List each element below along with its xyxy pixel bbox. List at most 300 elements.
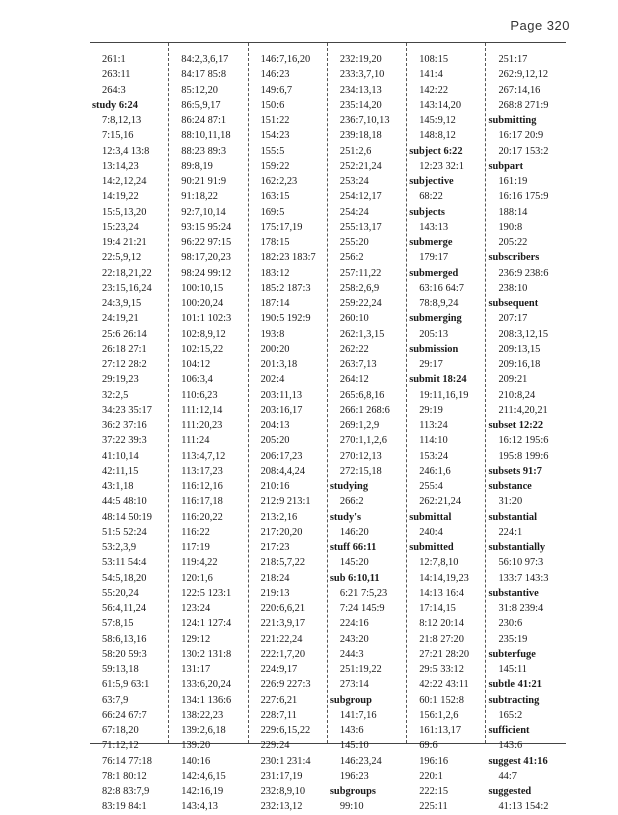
index-reference: 56:4,11,24 <box>102 603 147 614</box>
index-term: subgroups <box>329 786 376 797</box>
index-reference: 240:4 <box>419 526 443 538</box>
index-reference: 27:12 28:2 <box>102 359 147 370</box>
index-reference: 141:7,16 <box>339 709 377 721</box>
index-reference: 138:22,23 <box>181 709 224 721</box>
index-reference: 89:8,19 <box>181 160 213 172</box>
index-reference: 262:22 <box>339 343 369 355</box>
index-reference: 116:22 <box>181 526 210 538</box>
index-reference: 161:19 <box>498 176 528 187</box>
index-reference: 119:4,22 <box>181 557 218 569</box>
index-reference: 7:24 145:9 <box>339 603 385 614</box>
index-term: suggest 41:16 <box>488 755 548 767</box>
index-reference: 203:16,17 <box>260 404 303 416</box>
index-reference: 238:10 <box>498 282 528 294</box>
index-reference: 54:5,18,20 <box>102 572 147 584</box>
index-reference: 41:13 154:2 <box>498 801 549 813</box>
index-column-6 <box>486 43 565 813</box>
index-reference: 16:12 195:6 <box>498 435 549 447</box>
index-term: submittal <box>409 511 452 523</box>
index-reference: 212:9 213:1 <box>260 496 311 508</box>
index-reference: 111:24 <box>181 435 210 447</box>
index-reference: 165:2 <box>498 709 523 721</box>
index-reference: 232:8,9,10 <box>260 786 306 797</box>
index-reference: 104:12 <box>181 359 211 370</box>
index-reference: 254:12,17 <box>339 191 382 203</box>
index-reference: 235:19 <box>498 633 528 645</box>
index-reference: 15:23,24 <box>102 221 139 233</box>
index-reference: 209:13,15 <box>498 343 541 355</box>
index-reference: 69:6 <box>419 740 438 752</box>
index-reference: 200:20 <box>260 343 290 355</box>
index-reference: 145:9,12 <box>419 115 456 126</box>
index-reference: 156:1,2,6 <box>419 709 459 721</box>
index-reference: 129:12 <box>181 633 211 645</box>
index-reference: 56:10 97:3 <box>498 557 544 569</box>
index-term: study's <box>329 511 362 523</box>
index-reference: 264:12 <box>339 374 369 386</box>
index-term: study 6:24 <box>92 99 138 111</box>
index-reference: 58:6,13,16 <box>102 633 147 645</box>
index-reference: 254:24 <box>339 206 369 218</box>
index-reference: 225:11 <box>419 801 448 813</box>
index-term: submitting <box>488 115 537 126</box>
index-reference: 252:21,24 <box>339 160 382 172</box>
index-reference: 260:10 <box>339 313 369 325</box>
index-reference: 146:23 <box>260 69 290 81</box>
index-reference: 179:17 <box>419 252 449 264</box>
index-reference: 43:1,18 <box>102 481 134 492</box>
index-reference: 55:20,24 <box>102 587 139 599</box>
index-reference: 256:2 <box>339 252 364 264</box>
index-reference: 217:23 <box>260 542 290 553</box>
index-reference: 205:22 <box>498 237 528 248</box>
index-reference: 34:23 35:17 <box>102 404 152 416</box>
index-reference: 42:11,15 <box>102 465 139 477</box>
index-reference: 22:5,9,12 <box>102 252 142 264</box>
index-term: substance <box>488 481 532 492</box>
index-term: subsets 91:7 <box>488 465 542 477</box>
index-reference: 190:8 <box>498 221 523 233</box>
index-reference: 264:3 <box>102 84 126 96</box>
index-reference: 266:1 268:6 <box>339 404 390 416</box>
index-term: substantive <box>488 587 539 599</box>
index-reference: 29:19 <box>419 404 443 416</box>
index-term: subtle 41:21 <box>488 679 542 691</box>
index-reference: 209:16,18 <box>498 359 541 370</box>
index-reference: 66:24 67:7 <box>102 709 147 721</box>
index-reference: 20:17 153:2 <box>498 145 549 157</box>
index-reference: 134:1 136:6 <box>181 694 232 706</box>
index-reference: 227:6,21 <box>260 694 298 706</box>
index-reference: 228:7,11 <box>260 709 297 721</box>
index-reference: 219:13 <box>260 587 290 599</box>
index-reference: 145:20 <box>339 557 369 569</box>
index-term: subgroup <box>329 694 372 706</box>
index-reference: 19:11,16,19 <box>419 389 469 401</box>
index-reference: 175:17,19 <box>260 221 303 233</box>
index-reference: 122:5 123:1 <box>181 587 232 599</box>
index-term: subsequent <box>488 298 539 309</box>
index-term: suggested <box>488 786 532 797</box>
index-reference: 51:5 52:24 <box>102 526 147 538</box>
index-reference: 145:10 <box>339 740 369 752</box>
index-reference: 12:23 32:1 <box>419 160 464 172</box>
index-reference: 222:1,7,20 <box>260 648 306 660</box>
index-reference: 113:24 <box>419 420 448 431</box>
index-reference: 142:22 <box>419 84 449 96</box>
index-reference: 232:19,20 <box>339 54 382 65</box>
index-reference: 150:6 <box>260 99 285 111</box>
index-term: subjective <box>409 176 454 187</box>
index-reference: 142:4,6,15 <box>181 770 226 782</box>
index-reference: 59:13,18 <box>102 664 139 675</box>
index-reference: 61:5,9 63:1 <box>102 679 150 691</box>
index-reference: 120:1,6 <box>181 572 213 584</box>
index-reference: 92:7,10,14 <box>181 206 226 218</box>
index-reference: 218:5,7,22 <box>260 557 306 569</box>
index-reference: 85:12,20 <box>181 84 218 96</box>
index-term: sufficient <box>488 725 530 736</box>
index-term: substantially <box>488 542 546 553</box>
index-reference: 78:8,9,24 <box>419 298 459 309</box>
index-term: subset 12:22 <box>488 420 544 431</box>
index-reference: 76:14 77:18 <box>102 755 152 767</box>
index-reference: 143:13 <box>419 221 449 233</box>
index-reference: 108:15 <box>419 54 449 65</box>
index-reference: 204:13 <box>260 420 290 431</box>
index-reference: 185:2 187:3 <box>260 282 311 294</box>
index-reference: 42:22 43:11 <box>419 679 469 691</box>
index-reference: 207:17 <box>498 313 528 325</box>
index-term: subject 6:22 <box>409 145 463 157</box>
index-reference: 12:3,4 13:8 <box>102 145 150 157</box>
index-reference: 101:1 102:3 <box>181 313 232 325</box>
index-reference: 255:4 <box>419 481 443 492</box>
index-term: stuff 66:11 <box>329 542 377 553</box>
index-reference: 268:8 271:9 <box>498 99 549 111</box>
index-reference: 262:9,12,12 <box>498 69 549 81</box>
index-reference: 124:1 127:4 <box>181 618 232 630</box>
index-reference: 146:23,24 <box>339 755 382 767</box>
index-reference: 32:2,5 <box>102 389 129 401</box>
index-reference: 102:15,22 <box>181 343 224 355</box>
index-reference: 19:4 21:21 <box>102 237 147 248</box>
index-column-4 <box>328 43 407 813</box>
index-term: studying <box>329 481 369 492</box>
index-reference: 224:9,17 <box>260 664 298 675</box>
index-reference: 91:18,22 <box>181 191 218 203</box>
index-reference: 67:18,20 <box>102 725 139 736</box>
index-reference: 267:14,16 <box>498 84 541 96</box>
index-reference: 130:2 131:8 <box>181 648 232 660</box>
index-reference: 258:2,6,9 <box>339 282 380 294</box>
index-reference: 206:17,23 <box>260 450 303 462</box>
index-reference: 169:5 <box>260 206 285 218</box>
index-reference: 273:14 <box>339 679 369 691</box>
index-term: submerge <box>409 237 453 248</box>
index-reference: 145:11 <box>498 664 527 675</box>
index-reference: 251:2,6 <box>339 145 372 157</box>
index-reference: 116:12,16 <box>181 481 223 492</box>
index-reference: 251:19,22 <box>339 664 382 675</box>
index-term: subtracting <box>488 694 540 706</box>
index-reference: 83:19 84:1 <box>102 801 147 813</box>
index-reference: 12:7,8,10 <box>419 557 459 569</box>
index-reference: 143:6 <box>339 725 364 736</box>
index-reference: 270:1,1,2,6 <box>339 435 387 447</box>
index-term: subpart <box>488 160 524 172</box>
index-reference: 113:4,7,12 <box>181 450 226 462</box>
index-reference: 98:17,20,23 <box>181 252 231 264</box>
index-reference: 117:19 <box>181 542 210 553</box>
index-reference: 182:23 183:7 <box>260 252 316 264</box>
page-number-label: Page 320 <box>510 18 570 33</box>
index-reference: 139:2,6,18 <box>181 725 226 736</box>
index-reference: 159:22 <box>260 160 290 172</box>
index-reference: 116:20,22 <box>181 511 223 523</box>
index-reference: 201:3,18 <box>260 359 298 370</box>
index-reference: 213:2,16 <box>260 511 298 523</box>
index-reference: 188:14 <box>498 206 528 218</box>
index-reference: 220:6,6,21 <box>260 603 306 614</box>
index-reference: 161:13,17 <box>419 725 462 736</box>
index-reference: 211:4,20,21 <box>498 404 548 416</box>
index-reference: 116:17,18 <box>181 496 223 508</box>
index-reference: 259:22,24 <box>339 298 382 309</box>
index-reference: 68:22 <box>419 191 443 203</box>
index-reference: 63:16 64:7 <box>419 282 464 294</box>
index-reference: 232:13,12 <box>260 801 303 813</box>
index-reference: 236:7,10,13 <box>339 115 390 126</box>
index-reference: 23:15,16,24 <box>102 282 152 294</box>
index-reference: 226:9 227:3 <box>260 679 311 691</box>
index-reference: 53:2,3,9 <box>102 542 137 553</box>
index-reference: 111:20,23 <box>181 420 223 431</box>
index-reference: 251:17 <box>498 54 528 65</box>
index-reference: 143:14,20 <box>419 99 462 111</box>
index-reference: 26:18 27:1 <box>102 343 147 355</box>
index-reference: 246:1,6 <box>419 465 451 477</box>
index-reference: 244:3 <box>339 648 364 660</box>
index-reference: 262:1,3,15 <box>339 328 385 340</box>
index-term: subterfuge <box>488 648 536 660</box>
index-reference: 93:15 95:24 <box>181 221 232 233</box>
index-reference: 110:6,23 <box>181 389 218 401</box>
index-reference: 86:24 87:1 <box>181 115 227 126</box>
index-reference: 44:7 <box>498 770 517 782</box>
index-reference: 265:6,8,16 <box>339 389 385 401</box>
index-reference: 133:6,20,24 <box>181 679 231 691</box>
index-reference: 209:21 <box>498 374 528 386</box>
index-reference: 148:8,12 <box>419 130 456 142</box>
index-reference: 230:6 <box>498 618 523 630</box>
index-reference: 255:13,17 <box>339 221 382 233</box>
index-reference: 44:5 48:10 <box>102 496 147 508</box>
index-reference: 8:12 20:14 <box>419 618 464 630</box>
index-reference: 224:1 <box>498 526 523 538</box>
index-reference: 234:13,13 <box>339 84 382 96</box>
index-reference: 29:19,23 <box>102 374 139 386</box>
index-reference: 266:2 <box>339 496 364 508</box>
index-reference: 16:17 20:9 <box>498 130 544 142</box>
index-reference: 113:17,23 <box>181 465 223 477</box>
index-reference: 149:6,7 <box>260 84 293 96</box>
index-reference: 14:2,12,24 <box>102 176 147 187</box>
index-reference: 196:23 <box>339 770 369 782</box>
index-reference: 100:10,15 <box>181 282 224 294</box>
index-reference: 221:22,24 <box>260 633 303 645</box>
index-reference: 78:1 80:12 <box>102 770 147 782</box>
index-reference: 82:8 83:7,9 <box>102 786 150 797</box>
index-reference: 218:24 <box>260 572 290 584</box>
index-reference: 261:1 <box>102 54 126 65</box>
index-reference: 58:20 59:3 <box>102 648 147 660</box>
index-reference: 221:3,9,17 <box>260 618 306 630</box>
index-reference: 29:5 33:12 <box>419 664 464 675</box>
index-reference: 222:15 <box>419 786 449 797</box>
index-reference: 155:5 <box>260 145 285 157</box>
index-reference: 146:20 <box>339 526 369 538</box>
index-reference: 41:10,14 <box>102 450 139 462</box>
index-term: substantial <box>488 511 537 523</box>
index-reference: 263:11 <box>102 69 131 81</box>
index-reference: 208:3,12,15 <box>498 328 549 340</box>
index-reference: 16:16 175:9 <box>498 191 549 203</box>
index-reference: 143:6 <box>498 740 523 752</box>
index-reference: 133:7 143:3 <box>498 572 549 584</box>
index-reference: 53:11 54:4 <box>102 557 147 569</box>
index-reference: 14:19,22 <box>102 191 139 203</box>
index-reference: 269:1,2,9 <box>339 420 380 431</box>
index-reference: 71:12,12 <box>102 740 139 752</box>
index-term: subjects <box>409 206 445 218</box>
index-reference: 24:19,21 <box>102 313 139 325</box>
index-reference: 7:8,12,13 <box>102 115 142 126</box>
index-reference: 139:20 <box>181 740 211 752</box>
index-column-1 <box>90 43 169 813</box>
index-reference: 162:2,23 <box>260 176 298 187</box>
index-term: submerging <box>409 313 462 325</box>
index-reference: 57:8,15 <box>102 618 134 630</box>
index-reference: 224:16 <box>339 618 369 630</box>
index-reference: 205:13 <box>419 328 449 340</box>
index-reference: 163:15 <box>260 191 290 203</box>
index-reference: 146:7,16,20 <box>260 54 311 65</box>
index-reference: 262:21,24 <box>419 496 462 508</box>
index-reference: 141:4 <box>419 69 443 81</box>
index-reference: 123:24 <box>181 603 211 614</box>
index-term: subscribers <box>488 252 540 264</box>
index-reference: 102:8,9,12 <box>181 328 226 340</box>
index-reference: 210:16 <box>260 481 290 492</box>
index-reference: 84:17 85:8 <box>181 69 227 81</box>
index-reference: 21:8 27:20 <box>419 633 464 645</box>
index-reference: 99:10 <box>339 801 364 813</box>
index-reference: 231:17,19 <box>260 770 303 782</box>
index-reference: 208:4,4,24 <box>260 465 306 477</box>
index-reference: 255:20 <box>339 237 369 248</box>
index-reference: 96:22 97:15 <box>181 237 232 248</box>
index-reference: 193:8 <box>260 328 285 340</box>
index-reference: 36:2 37:16 <box>102 420 147 431</box>
index-reference: 22:18,21,22 <box>102 267 152 279</box>
index-reference: 29:17 <box>419 359 443 370</box>
index-reference: 88:23 89:3 <box>181 145 227 157</box>
index-reference: 106:3,4 <box>181 374 213 386</box>
index-reference: 100:20,24 <box>181 298 224 309</box>
index-reference: 31:20 <box>498 496 523 508</box>
index-reference: 143:4,13 <box>181 801 218 813</box>
index-reference: 88:10,11,18 <box>181 130 231 142</box>
index-reference: 229:6,15,22 <box>260 725 311 736</box>
index-term: submission <box>409 343 459 355</box>
index-reference: 48:14 50:19 <box>102 511 152 523</box>
index-term: submitted <box>409 542 454 553</box>
index-reference: 14:14,19,23 <box>419 572 469 584</box>
index-reference: 229:24 <box>260 740 290 752</box>
index-column-2 <box>169 43 248 813</box>
index-reference: 25:6 26:14 <box>102 328 147 340</box>
index-reference: 114:10 <box>419 435 448 447</box>
word-index-table <box>90 42 566 813</box>
index-reference: 63:7,9 <box>102 694 129 706</box>
index-reference: 27:21 28:20 <box>419 648 470 660</box>
index-reference: 154:23 <box>260 130 290 142</box>
index-column-3 <box>249 43 328 813</box>
index-reference: 233:3,7,10 <box>339 69 385 81</box>
index-reference: 187:14 <box>260 298 290 309</box>
index-reference: 142:16,19 <box>181 786 224 797</box>
index-reference: 235:14,20 <box>339 99 382 111</box>
index-reference: 153:24 <box>419 450 449 462</box>
index-reference: 90:21 91:9 <box>181 176 227 187</box>
index-reference: 7:15,16 <box>102 130 134 142</box>
index-reference: 243:20 <box>339 633 369 645</box>
index-reference: 37:22 39:3 <box>102 435 147 447</box>
index-reference: 140:16 <box>181 755 211 767</box>
index-reference: 195:8 199:6 <box>498 450 549 462</box>
index-reference: 13:14,23 <box>102 160 139 172</box>
index-reference: 202:4 <box>260 374 285 386</box>
index-reference: 31:8 239:4 <box>498 603 544 614</box>
index-reference: 210:8,24 <box>498 389 536 401</box>
index-reference: 217:20,20 <box>260 526 303 538</box>
index-term: submerged <box>409 267 459 279</box>
index-reference: 111:12,14 <box>181 404 223 416</box>
index-reference: 151:22 <box>260 115 290 126</box>
index-reference: 253:24 <box>339 176 369 187</box>
index-reference: 84:2,3,6,17 <box>181 54 229 65</box>
index-reference: 230:1 231:4 <box>260 755 311 767</box>
index-reference: 236:9 238:6 <box>498 267 549 279</box>
index-reference: 86:5,9,17 <box>181 99 221 111</box>
index-reference: 14:13 16:4 <box>419 587 464 599</box>
index-reference: 257:11,22 <box>339 267 382 279</box>
index-reference: 272:15,18 <box>339 465 382 477</box>
index-reference: 220:1 <box>419 770 443 782</box>
index-reference: 263:7,13 <box>339 359 377 370</box>
index-reference: 131:17 <box>181 664 211 675</box>
index-reference: 203:11,13 <box>260 389 303 401</box>
index-term: sub 6:10,11 <box>329 572 380 584</box>
index-term: submit 18:24 <box>409 374 467 386</box>
index-reference: 24:3,9,15 <box>102 298 142 309</box>
index-reference: 183:12 <box>260 267 290 279</box>
index-column-5 <box>407 43 486 813</box>
index-reference: 15:5,13,20 <box>102 206 147 218</box>
index-reference: 205:20 <box>260 435 290 447</box>
index-reference: 60:1 152:8 <box>419 694 464 706</box>
